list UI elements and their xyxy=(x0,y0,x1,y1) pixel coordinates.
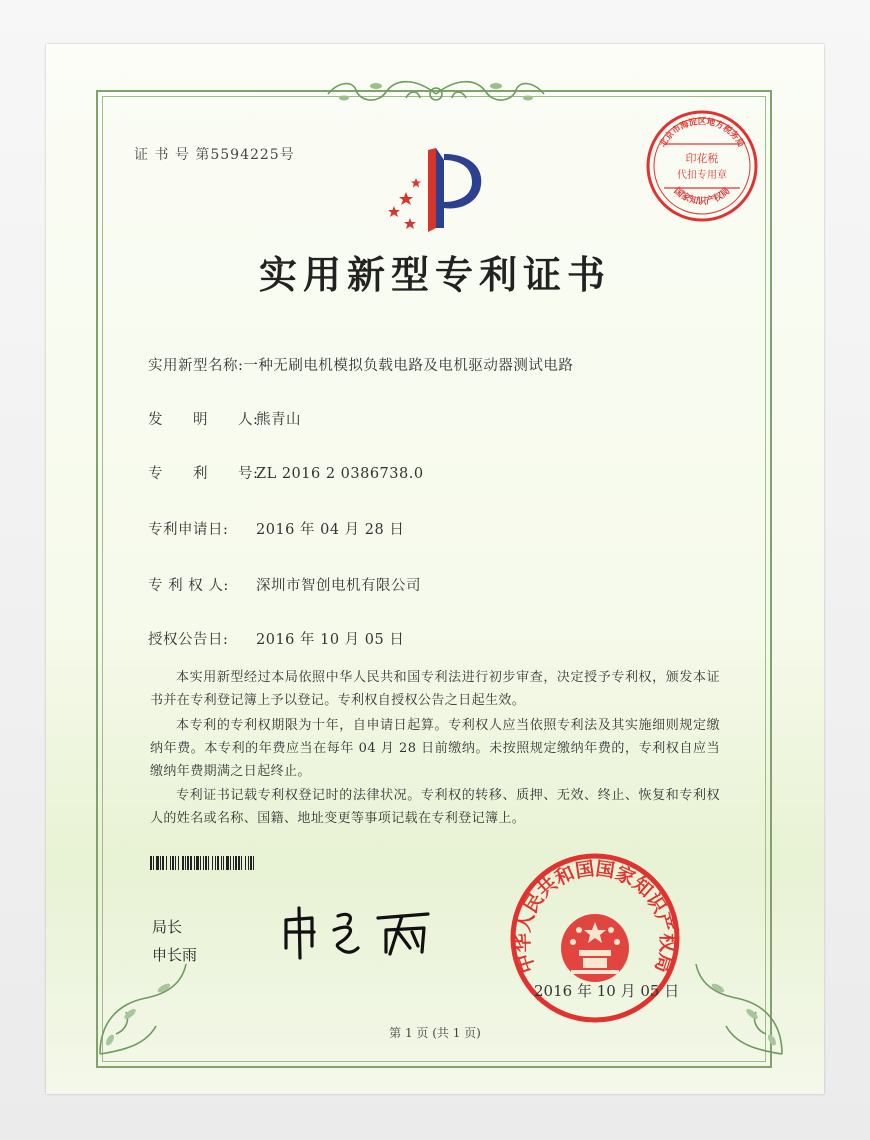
field-application-date xyxy=(148,518,404,539)
seal-date: 2016 年 10 月 05 日 xyxy=(534,982,680,1000)
certificate-number-value: 5594225 xyxy=(210,147,280,163)
body-paragraph-3: 专利证书记载专利权登记时的法律状况。专利权的转移、质押、无效、终止、恢复和专利权人的姓名或名称、国籍、地址变更等事项记载在专利登记簿上。 xyxy=(150,788,720,826)
page-footer: 第 1 页 (共 1 页) xyxy=(389,1026,481,1040)
barcode-bar xyxy=(254,856,256,870)
certificate-title: 实用新型专利证书 xyxy=(258,252,611,297)
body-paragraph-2: 本专利的专利权期限为十年，自申请日起算。专利权人应当依照专利法及其实施细则规定缴纳年费。本专利的年费应当在每年 04 月 28 日前缴纳。未按照规定缴纳年费的，专利权自应当缴纳年费期满之日起终止。 xyxy=(150,718,720,779)
big-seal-arc-text: 中华人民共和国国家知识产权局 xyxy=(511,857,679,976)
certificate-number-label: 证 书 号 第 xyxy=(134,147,211,163)
field-patentee xyxy=(148,574,421,595)
tax-seal-bottom-text: 国家知识产权局 xyxy=(671,186,733,207)
patent-office-logo xyxy=(376,140,496,240)
certificate-number xyxy=(134,144,295,164)
field-label: 实用新型名称: xyxy=(148,358,244,374)
field-label: 专 利 权 人: xyxy=(148,578,229,594)
bottom-left-ornament xyxy=(86,954,206,1074)
field-value: 深圳市智创电机有限公司 xyxy=(256,578,421,594)
certificate-paper xyxy=(46,44,824,1094)
field-grant-date xyxy=(148,628,404,649)
field-label: 授权公告日: xyxy=(148,632,229,648)
certificate-number-suffix: 号 xyxy=(279,147,295,163)
handwritten-signature xyxy=(278,902,478,962)
field-value: 2016 年 04 月 28 日 xyxy=(256,522,405,538)
field-value: 2016 年 10 月 05 日 xyxy=(256,632,405,648)
field-value: 一种无刷电机模拟负载电路及电机驱动器测试电路 xyxy=(243,358,574,374)
field-value: 熊青山 xyxy=(256,412,301,428)
field-utility-model-name xyxy=(148,354,573,375)
field-patent-number xyxy=(148,462,424,483)
bottom-right-ornament xyxy=(676,954,796,1074)
top-ornament xyxy=(316,74,556,114)
tax-seal-center-line1: 印花税 xyxy=(685,152,719,165)
barcode xyxy=(150,856,388,870)
field-label: 发 明 人: xyxy=(148,412,259,428)
tax-stamp-seal xyxy=(642,106,762,226)
field-inventor xyxy=(148,408,301,429)
field-value: ZL 2016 2 0386738.0 xyxy=(256,466,424,482)
director-name: 申长雨 xyxy=(152,946,198,964)
field-label: 专 利 号: xyxy=(148,466,259,482)
tax-seal-center-line2: 代扣专用章 xyxy=(677,170,727,181)
national-emblem-icon xyxy=(561,914,629,982)
body-paragraph-1: 本实用新型经过本局依照中华人民共和国专利法进行初步审查，决定授予专利权，颁发本证书并在专利登记簿上予以登记。专利权自授权公告之日起生效。 xyxy=(150,670,720,708)
field-label: 专利申请日: xyxy=(148,522,229,538)
tax-seal-outer-text: 北京市海淀区地方税务局 xyxy=(658,117,746,150)
director-title: 局长 xyxy=(152,918,183,936)
